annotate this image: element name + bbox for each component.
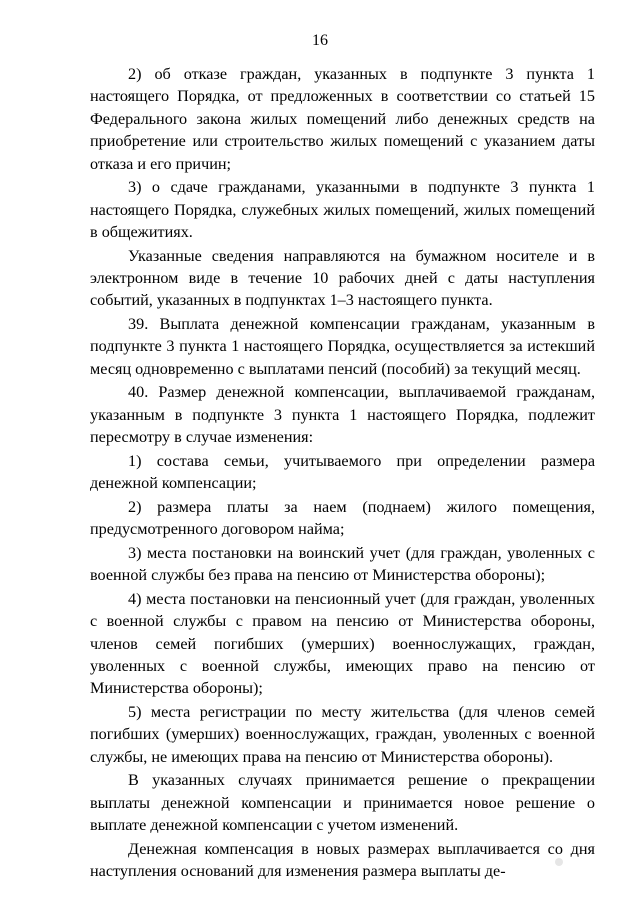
paragraph-new-amount-payment: Денежная компенсация в новых размерах выплачивается со дня наступления оснований для изменения размера выплаты де- [90, 839, 595, 881]
paragraph-clause-40-item-2: 2) размера платы за наем (поднаем) жилого помещения, предусмотренного договором найма; [90, 497, 595, 539]
scan-speck [555, 858, 563, 866]
paragraph-info-submission: Указанные сведения направляются на бумажном носителе и в электронном виде в течение 10 рабочих дней с даты наступления событий, указанных в подпунктах 1–3 настоящего пункта. [90, 246, 595, 310]
paragraph-termination-decision: В указанных случаях принимается решение о прекращении выплаты денежной компенсации и принимается новое решение о выплате денежной компенсации с учетом изменений. [90, 771, 595, 835]
paragraph-clause-39: 39. Выплата денежной компенсации гражданам, указанным в подпункте 3 пункта 1 настоящего Порядка, осуществляется за истекший месяц одновременно с выплатами пенсий (пособий) за текущий месяц. [90, 315, 595, 378]
paragraph-item-2-refusal: 2) об отказе граждан, указанных в подпункте 3 пункта 1 настоящего Порядка, от предложенных в соответствии со статьей 15 Федерального закона жилых помещений либо денежных средств на приобретение или строительство жилых помещений с указанием даты отказа и его причин; [90, 65, 595, 173]
page-number: 16 [312, 32, 328, 49]
paragraph-clause-40-item-5: 5) места регистрации по месту жительства (для членов семей погибших (умерших) военнослужащих, граждан, уволенных с военной службы, не имеющих права на пенсию от Министерства обороны). [90, 703, 595, 766]
paragraph-clause-40-item-1: 1) состава семьи, учитываемого при определении размера денежной компенсации; [90, 451, 595, 493]
paragraph-clause-40-item-4: 4) места постановки на пенсионный учет (для граждан, уволенных с военной службы с правом на пенсию от Министерства обороны, членов семей погибших (умерших) военнослужащих, граждан, уволенных с военной службы, имеющих право на пенсию от Министерства обороны); [90, 589, 595, 698]
document-body [90, 63, 595, 884]
paragraph-clause-40-item-3: 3) места постановки на воинский учет (для граждан, уволенных с военной службы без права на пенсию от Министерства обороны); [90, 543, 595, 585]
paragraph-clause-40: 40. Размер денежной компенсации, выплачиваемой гражданам, указанным в подпункте 3 пункта 1 настоящего Порядка, подлежит пересмотру в случае изменения: [90, 383, 595, 447]
paragraph-item-3-surrender: 3) о сдаче гражданами, указанными в подпункте 3 пункта 1 настоящего Порядка, служебных жилых помещений, жилых помещений в общежитиях. [90, 178, 595, 242]
